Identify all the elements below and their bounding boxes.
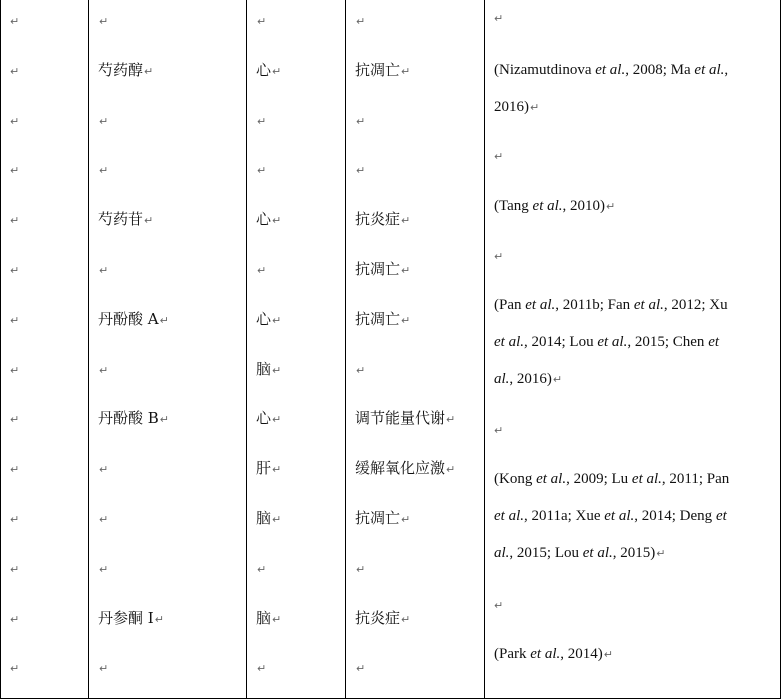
paragraph-mark: ↵	[356, 563, 366, 576]
compound-cell	[98, 657, 108, 679]
row-mark-cell	[9, 159, 19, 181]
row-mark-cell	[9, 558, 19, 580]
effect-cell	[355, 408, 455, 430]
paragraph-mark: ↵	[10, 413, 20, 426]
paragraph-mark: ↵	[99, 164, 109, 177]
row-mark-cell	[9, 110, 19, 132]
organ-cell	[256, 558, 266, 580]
organ-text: 脑	[256, 509, 272, 527]
paragraph-mark: ↵	[446, 413, 456, 426]
compound-text: 丹参酮 I	[98, 609, 154, 627]
compound-cell	[98, 159, 108, 181]
paragraph-mark: ↵	[10, 264, 20, 277]
reference-4: (Kong et al., 2009; Lu et al., 2011; Pan et al., 2011a; Xue et al., 2014; Deng et al., 2015; Lou et al., 2015)↵	[494, 471, 730, 561]
effect-cell	[355, 608, 410, 630]
compound-text: 丹酚酸 B	[98, 409, 159, 427]
paragraph-mark: ↵	[401, 613, 411, 626]
paragraph-mark: ↵	[494, 250, 504, 263]
organ-text: 脑	[256, 609, 272, 627]
effect-cell	[355, 159, 365, 181]
row-mark-cell	[9, 458, 19, 480]
paragraph-mark: ↵	[272, 314, 282, 327]
paragraph-mark: ↵	[99, 463, 109, 476]
organ-cell	[256, 259, 266, 281]
organ-cell	[256, 159, 266, 181]
organ-cell	[256, 608, 281, 630]
effect-cell	[355, 209, 410, 231]
paragraph-mark: ↵	[257, 164, 267, 177]
paragraph-mark: ↵	[356, 364, 366, 377]
paragraph-mark: ↵	[159, 413, 170, 426]
reference-2: (Tang et al., 2010)↵	[494, 198, 616, 214]
paragraph-mark: ↵	[159, 314, 169, 327]
organ-cell	[256, 458, 281, 480]
effect-text: 抗凋亡	[355, 61, 401, 79]
paragraph-mark: ↵	[494, 599, 504, 612]
organ-cell	[256, 657, 266, 679]
paragraph-mark: ↵	[99, 662, 109, 675]
compound-cell	[98, 508, 108, 530]
organ-text: 肝	[256, 459, 272, 477]
paragraph-mark: ↵	[356, 662, 366, 675]
compound-cell	[98, 60, 153, 82]
reference-3: (Pan et al., 2011b; Fan et al., 2012; Xu et al., 2014; Lou et al., 2015; Chen et al., 2016)↵	[494, 297, 728, 387]
organ-cell	[256, 209, 281, 231]
organ-text: 心	[256, 409, 272, 427]
compound-cell	[98, 608, 164, 630]
row-mark-cell	[9, 60, 19, 82]
row-mark-cell	[9, 309, 19, 331]
paragraph-mark: ↵	[494, 424, 504, 437]
organ-text: 脑	[256, 360, 272, 378]
organ-cell	[256, 309, 281, 331]
paragraph-mark: ↵	[494, 12, 504, 25]
col-divider-2	[246, 0, 247, 699]
effect-text: 缓解氧化应激	[355, 459, 446, 477]
paragraph-mark: ↵	[10, 65, 20, 78]
organ-cell	[256, 408, 281, 430]
paragraph-mark: ↵	[401, 513, 411, 526]
compound-cell	[98, 110, 108, 132]
paragraph-mark: ↵	[257, 115, 267, 128]
organ-cell	[256, 508, 281, 530]
compound-text: 芍药苷	[98, 210, 144, 228]
compound-cell	[98, 259, 108, 281]
paragraph-mark: ↵	[494, 150, 504, 163]
col-divider-3	[345, 0, 346, 699]
col-divider-4	[484, 0, 485, 699]
effect-text: 抗凋亡	[355, 260, 401, 278]
paragraph-mark: ↵	[272, 65, 282, 78]
paragraph-mark: ↵	[356, 115, 366, 128]
paragraph-mark: ↵	[10, 463, 20, 476]
effect-text: 调节能量代谢	[355, 409, 446, 427]
border-left	[0, 0, 1, 699]
effect-cell	[355, 309, 410, 331]
organ-cell	[256, 10, 266, 32]
effect-text: 抗炎症	[355, 609, 401, 627]
paragraph-mark: ↵	[401, 214, 411, 227]
row-mark-cell	[9, 508, 19, 530]
compound-cell	[98, 558, 108, 580]
effect-text: 抗凋亡	[355, 310, 401, 328]
effect-cell	[355, 10, 365, 32]
effect-cell	[355, 558, 365, 580]
paragraph-mark: ↵	[257, 662, 267, 675]
reference-1: (Nizamutdinova et al., 2008; Ma et al., 2016)↵	[494, 62, 729, 115]
paragraph-mark: ↵	[272, 364, 282, 377]
reference-5: (Park et al., 2014)↵	[494, 646, 613, 662]
paragraph-mark: ↵	[10, 364, 20, 377]
paragraph-mark: ↵	[10, 314, 20, 327]
paragraph-mark: ↵	[99, 364, 109, 377]
compound-cell	[98, 10, 108, 32]
paragraph-mark: ↵	[272, 613, 282, 626]
effect-cell	[355, 359, 365, 381]
row-mark-cell	[9, 209, 19, 231]
effect-cell	[355, 110, 365, 132]
row-mark-cell	[9, 408, 19, 430]
paragraph-mark: ↵	[272, 214, 282, 227]
paragraph-mark: ↵	[446, 463, 456, 476]
paragraph-mark: ↵	[10, 214, 20, 227]
paragraph-mark: ↵	[401, 314, 411, 327]
paragraph-mark: ↵	[99, 264, 109, 277]
row-mark-cell	[9, 259, 19, 281]
paragraph-mark: ↵	[401, 65, 411, 78]
paragraph-mark: ↵	[10, 115, 20, 128]
compound-cell	[98, 309, 169, 331]
paragraph-mark: ↵	[144, 65, 154, 78]
organ-text: 心	[256, 310, 272, 328]
effect-text: 抗炎症	[355, 210, 401, 228]
paragraph-mark: ↵	[257, 264, 267, 277]
row-mark-cell	[9, 359, 19, 381]
organ-cell	[256, 60, 281, 82]
effect-cell	[355, 458, 455, 480]
paragraph-mark: ↵	[154, 613, 164, 626]
paragraph-mark: ↵	[356, 15, 366, 28]
row-mark-cell	[9, 608, 19, 630]
effect-cell	[355, 657, 365, 679]
organ-cell	[256, 359, 281, 381]
paragraph-mark: ↵	[10, 662, 20, 675]
compound-text: 芍药醇	[98, 61, 144, 79]
paragraph-mark: ↵	[144, 214, 154, 227]
paragraph-mark: ↵	[356, 164, 366, 177]
paragraph-mark: ↵	[99, 15, 109, 28]
compound-cell	[98, 359, 108, 381]
organ-text: 心	[256, 61, 272, 79]
organ-cell	[256, 110, 266, 132]
organ-text: 心	[256, 210, 272, 228]
paragraph-mark: ↵	[10, 513, 20, 526]
paragraph-mark: ↵	[272, 413, 282, 426]
paragraph-mark: ↵	[272, 513, 282, 526]
row-mark-cell	[9, 10, 19, 32]
row-mark-cell	[9, 657, 19, 679]
paragraph-mark: ↵	[272, 463, 282, 476]
effect-cell	[355, 60, 410, 82]
effect-text: 抗凋亡	[355, 509, 401, 527]
effect-cell	[355, 508, 410, 530]
compound-text: 丹酚酸 A	[98, 310, 159, 328]
paragraph-mark: ↵	[401, 264, 411, 277]
compound-cell	[98, 209, 153, 231]
col-divider-1	[88, 0, 89, 699]
paragraph-mark: ↵	[257, 15, 267, 28]
paragraph-mark: ↵	[10, 613, 20, 626]
paragraph-mark: ↵	[99, 513, 109, 526]
paragraph-mark: ↵	[10, 164, 20, 177]
effect-cell	[355, 259, 410, 281]
paragraph-mark: ↵	[99, 115, 109, 128]
paragraph-mark: ↵	[99, 563, 109, 576]
compound-cell	[98, 408, 169, 430]
compound-cell	[98, 458, 108, 480]
paragraph-mark: ↵	[10, 15, 20, 28]
paragraph-mark: ↵	[10, 563, 20, 576]
paragraph-mark: ↵	[257, 563, 267, 576]
